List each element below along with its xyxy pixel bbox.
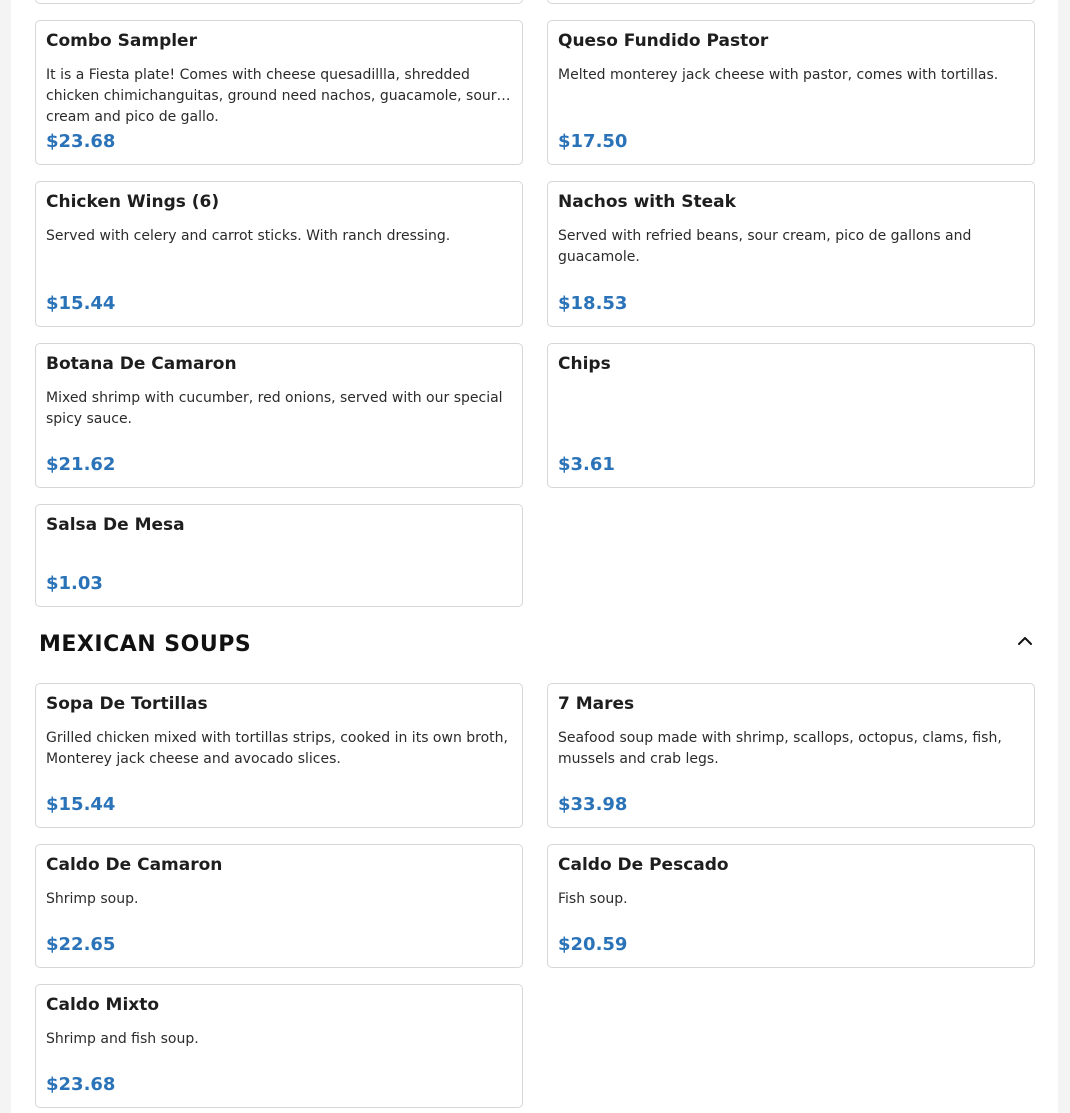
menu-item-card-partial[interactable] [547,0,1035,4]
menu-item-description: It is a Fiesta plate! Comes with cheese quesadillla, shredded chicken chimichanguitas, ground need nachos, guacamole, sour cream and pico de gallo. [46,67,497,125]
menu-item-card[interactable] [547,181,1035,327]
menu-item-card[interactable] [547,683,1035,828]
menu-item-price: $15.44 [46,794,116,815]
menu-item-price: $3.61 [558,454,615,475]
menu-item-card[interactable] [35,181,523,327]
chevron-up-icon [1017,636,1033,646]
menu-item-name: Chips [558,354,611,374]
menu-item-card[interactable] [547,20,1035,165]
menu-item-card[interactable] [35,504,523,607]
menu-item-name: Caldo Mixto [46,995,160,1015]
menu-item-price: $18.53 [558,293,628,314]
menu-item-description: Shrimp and fish soup. [46,1031,199,1047]
menu-item-price: $23.68 [46,131,116,152]
menu-item-description: Melted monterey jack cheese with pastor, comes with tortillas. [558,67,999,83]
menu-item-name: Caldo De Camaron [46,855,223,875]
menu-item-price: $33.98 [558,794,628,815]
menu-item-card[interactable] [35,844,523,968]
menu-item-name: Botana De Camaron [46,354,237,374]
menu-item-name: 7 Mares [558,694,635,714]
menu-item-price: $21.62 [46,454,116,475]
menu-item-name: Chicken Wings (6) [46,192,220,212]
menu-item-card-partial[interactable] [35,0,523,4]
menu-item-name: Sopa De Tortillas [46,694,208,714]
menu-item-description: Served with refried beans, sour cream, pico de gallons and guacamole. [558,228,972,265]
menu-item-price: $22.65 [46,934,116,955]
menu-item-description: Mixed shrimp with cucumber, red onions, served with our special spicy sauce. [46,390,503,427]
menu-item-name: Caldo De Pescado [558,855,729,875]
collapse-section-button[interactable] [1013,630,1037,652]
menu-item-card[interactable] [35,683,523,828]
menu-item-card[interactable] [35,343,523,488]
menu-item-card[interactable] [547,343,1035,488]
menu-item-price: $23.68 [46,1074,116,1095]
section-title: MEXICAN SOUPS [39,632,252,657]
menu-item-name: Salsa De Mesa [46,515,185,535]
menu-item-card[interactable] [547,844,1035,968]
menu-item-description: Served with celery and carrot sticks. With ranch dressing. [46,228,451,244]
menu-item-name: Queso Fundido Pastor [558,31,769,51]
menu-item-price: $20.59 [558,934,628,955]
menu-item-description: Shrimp soup. [46,891,139,907]
menu-item-name: Nachos with Steak [558,192,736,212]
menu-item-price: $15.44 [46,293,116,314]
menu-item-price: $17.50 [558,131,628,152]
menu-item-description: Fish soup. [558,891,628,907]
menu-item-card[interactable] [35,984,523,1108]
menu-item-description: Grilled chicken mixed with tortillas strips, cooked in its own broth, Monterey jack cheese and avocado slices. [46,730,508,767]
menu-item-description: Seafood soup made with shrimp, scallops, octopus, clams, fish, mussels and crab legs. [558,730,1002,767]
menu-item-price: $1.03 [46,573,103,594]
menu-item-card[interactable] [35,20,523,165]
menu-item-name: Combo Sampler [46,31,197,51]
